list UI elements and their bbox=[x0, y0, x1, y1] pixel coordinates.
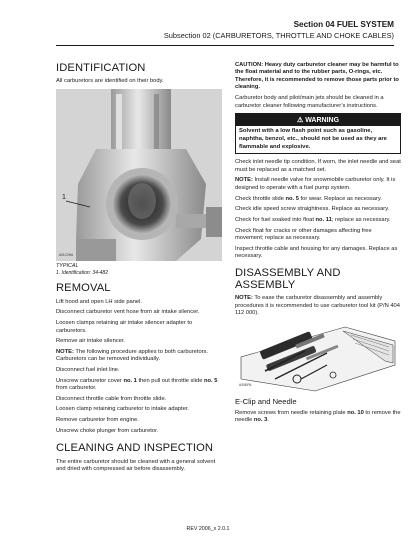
warning-text: Solvent with a low flash point such as gasoline, naphtha, benzol, etc., should not be used as they are flammable and explosive. bbox=[239, 128, 387, 150]
removal-step: Disconnect carburetor vent hose from air intake silencer. bbox=[56, 309, 200, 316]
removal-step bbox=[56, 378, 222, 393]
note-text: The following procedure applies to both carburetors. Carburetors can be removed individually. bbox=[56, 348, 209, 363]
inspection-step: Check float for cracks or other damages affecting free movement; replace as necessary. bbox=[235, 227, 372, 241]
part-number: no. 5 bbox=[285, 195, 299, 202]
inspection-step: Inspect throttle cable and housing for any damages. Replace as necessary. bbox=[235, 245, 398, 260]
note-label: NOTE: bbox=[56, 348, 74, 355]
step-text: to remove the needle bbox=[235, 409, 401, 424]
note-label: NOTE: bbox=[235, 177, 253, 184]
subsection-title: Subsection 02 (CARBURETORS, THROTTLE AND CHOKE CABLES) bbox=[163, 31, 394, 40]
inspection-step bbox=[235, 196, 401, 203]
step-text: Unscrew carburetor cover bbox=[56, 377, 124, 384]
step-text: ; replace as necessary. bbox=[331, 216, 391, 223]
removal-step: Remove carburetor from engine. bbox=[56, 417, 139, 424]
right-column bbox=[235, 62, 401, 428]
step-text: Remove screws from needle retaining plate bbox=[235, 409, 348, 416]
removal-step: Disconnect throttle cable from throttle slide. bbox=[56, 395, 167, 402]
figure-caption-title: TYPICAL bbox=[56, 262, 79, 269]
inspection-step: Check inlet needle tip condition. If worn, the inlet needle and seat must be replaced as a matched set. bbox=[235, 159, 401, 173]
inspection-note bbox=[235, 177, 401, 192]
note-label: NOTE: bbox=[235, 295, 253, 302]
warning-heading: ⚠ WARNING bbox=[236, 114, 400, 126]
step-text: Check throttle slide bbox=[235, 195, 286, 202]
removal-heading: REMOVAL bbox=[56, 282, 111, 295]
cleaning-instructions: Carburetor body and pilot/main jets should be cleaned in a carburetor cleaner following manufacturer’s instructions. bbox=[235, 95, 384, 109]
disassembly-note bbox=[235, 295, 401, 317]
warning-box bbox=[235, 113, 401, 154]
note-text: Install needle valve for snowmobile carburetor only. It is designed to operate with a fuel pump system. bbox=[235, 177, 396, 191]
eclip-heading: E-Clip and Needle bbox=[235, 396, 297, 406]
figure-code: A01C0HA bbox=[59, 252, 74, 257]
figure-code: A00I0PA bbox=[239, 382, 252, 387]
step-text: for wear. Replace as necessary. bbox=[298, 195, 382, 202]
identification-intro: All carburetors are identified on their body. bbox=[56, 78, 164, 85]
part-number: no. 1 bbox=[123, 377, 137, 384]
disassembly-heading: DISASSEMBLY AND ASSEMBLY bbox=[235, 266, 341, 291]
inspection-step: Check idle speed screw straightness. Replace as necessary. bbox=[235, 206, 390, 213]
carburetor-photo bbox=[56, 89, 222, 261]
removal-step: Loosen clamp retaining carburetor to intake adapter. bbox=[56, 406, 189, 413]
figure-caption-item: 1. Identification: 34-482 bbox=[56, 269, 108, 276]
section-title: Section 04 FUEL SYSTEM bbox=[293, 20, 394, 29]
step-text: Check for fuel soaked into float bbox=[235, 216, 316, 223]
removal-step: Loosen clamps retaining air intake silencer adapter to carburetors. bbox=[56, 320, 193, 334]
removal-step: Lift hood and open LH side panel. bbox=[56, 298, 142, 305]
note-text: To ease the carburetor disassembly and assembly procedures it is recommended to use carburetor tool kit (P/N 404 112 000). bbox=[235, 295, 400, 317]
caution-text: CAUTION: Heavy duty carburetor cleaner may be harmful to the float material and to the rubber parts, O-rings, etc. Therefore, it is recommended to remove those parts prior to cleaning. bbox=[235, 62, 399, 91]
callout-number: 1 bbox=[62, 193, 66, 201]
header-rule bbox=[56, 45, 394, 46]
part-number: no. 3 bbox=[253, 417, 268, 424]
step-text: from carburetor. bbox=[56, 385, 97, 392]
part-number: no. 11 bbox=[315, 216, 332, 223]
part-number: no. 5 bbox=[203, 377, 218, 384]
identification-heading: IDENTIFICATION bbox=[56, 62, 146, 74]
left-column bbox=[56, 62, 222, 477]
removal-note bbox=[56, 349, 222, 364]
step-text: then pull out throttle slide bbox=[136, 377, 204, 384]
step-text: . bbox=[267, 417, 269, 424]
cleaning-text: The entire carburetor should be cleaned with a general solvent and dried with compressed air before disassembly. bbox=[56, 458, 216, 473]
removal-step: Unscrew choke plunger from carburetor. bbox=[56, 427, 159, 434]
tool-kit-image bbox=[235, 321, 401, 393]
removal-step: Remove air intake silencer. bbox=[56, 338, 126, 345]
removal-step: Disconnect fuel inlet line. bbox=[56, 367, 120, 374]
part-number: no. 10 bbox=[347, 409, 364, 416]
cleaning-heading: CLEANING AND INSPECTION bbox=[56, 442, 214, 455]
page-footer: REV 2006_x 2.0.1 bbox=[186, 526, 230, 532]
eclip-step bbox=[235, 410, 401, 425]
inspection-step bbox=[235, 217, 401, 224]
